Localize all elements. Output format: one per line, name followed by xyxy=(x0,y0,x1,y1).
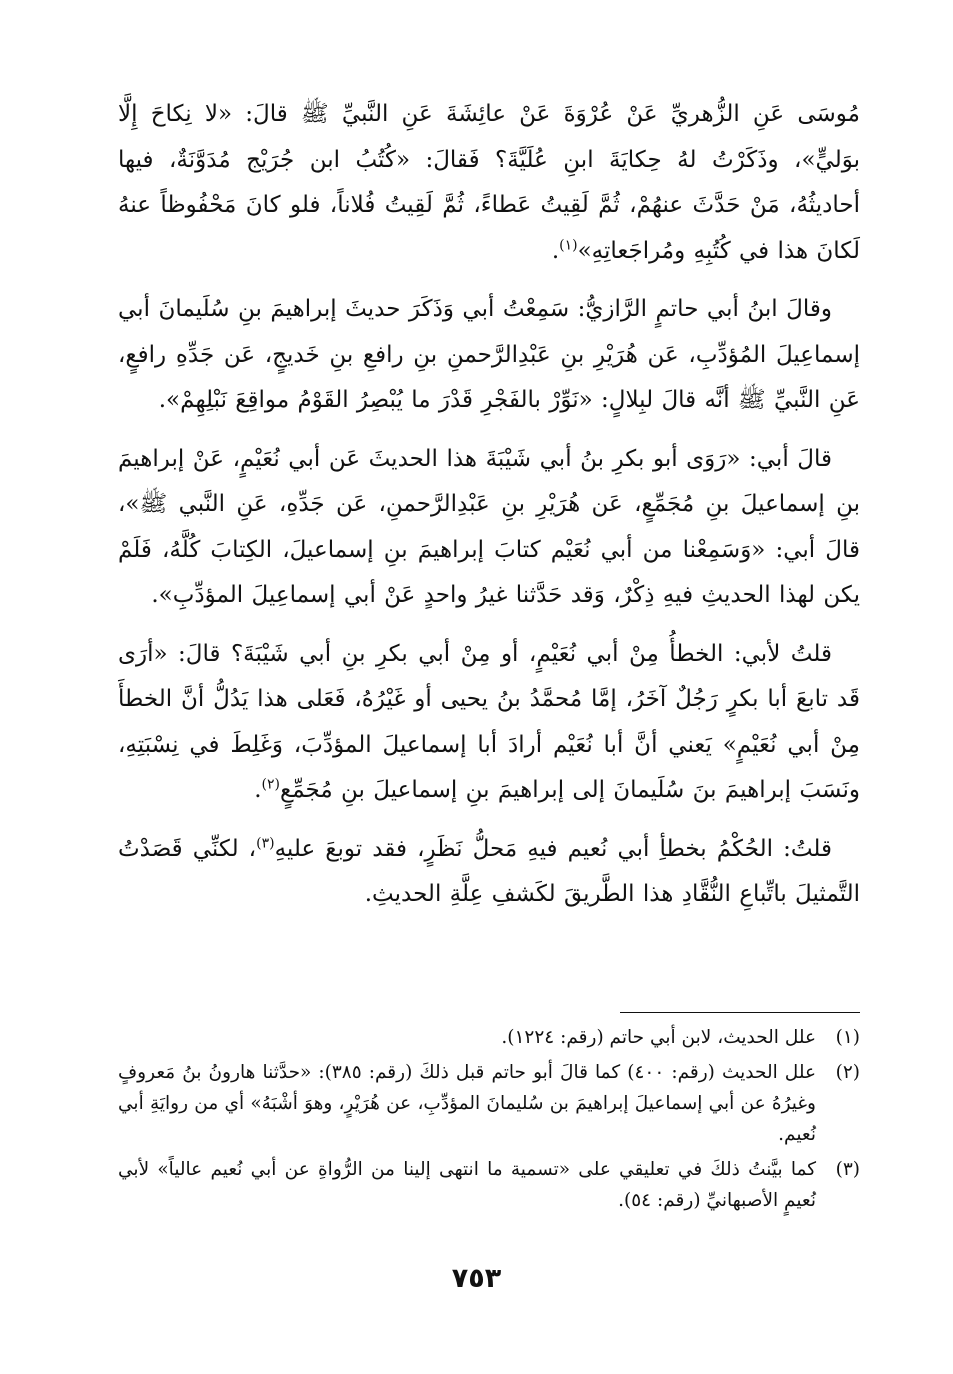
footnote-number: (٢) xyxy=(835,1062,860,1083)
footnote-number: (٣) xyxy=(835,1159,860,1180)
paragraph-text: وقالَ ابنُ أبي حاتمٍ الرَّازيُّ: سَمِعْتُ أبي وَذَكَرَ حديثَ إبراهيمَ بنِ سُلَيمانَ أبي إسماعِيلَ المُؤدِّبِ، عَن هُرَيْرِ بنِ عَبْدِالرَّحمنِ بنِ رافعِ بنِ خَديجٍ، عَن جَدِّهِ رافعٍ، عَنِ النَّبيِّ ﷺ أنَّه قالَ لبِلالٍ: «نَوِّرْ بالفَجْرِ قَدْرَ ما يُبْصِرُ القَوْمُ مواقِعَ نَبْلِهِمْ». xyxy=(118,296,860,413)
paragraph-tail: . xyxy=(254,777,262,803)
paragraph-text: قلتُ: الحُكْمُ بخطأِ أبي نُعيم فيهِ مَحلُّ نَظَرٍ، فقد توبعَ عليهِ xyxy=(274,835,833,862)
footnote-number: (١) xyxy=(835,1027,860,1048)
paragraph-text: قلتُ لأبي: الخطأُ مِنْ أبي نُعَيْمٍ، أو مِنْ أبي بكرِ بنِ أبي شَيْبَةَ؟ قالَ: «أرَى قَد تابعَ أبا بكرٍ رَجُلٌ آخَرُ، إمَّا مُحمَّدُ بنُ يحيى أو غَيْرُهُ، فَعَلى هذا يَدُلُّ أنَّ الخطأَ مِنْ أبي نُعَيْمٍ» يَعني أنَّ أبا نُعَيْم أرادَ أبا إسماعيلَ المؤدِّبَ، وَغَلِطَ في نِسْبَتِهِ، ونَسَبَ إبراهيمَ بنَ سُلَيمانَ إلى إبراهيمَ بنِ إسماعيلَ بنِ مُجَمِّعٍ xyxy=(118,640,860,803)
footnotes xyxy=(118,1022,860,1220)
paragraph-5 xyxy=(118,827,860,918)
paragraph-tail: ، لكنِّي قَصَدْتُ التَّمثيلَ باتِّباعِ النُّقَّادِ هذا الطَّريقَ لكَشفِ عِلَّةِ الحديثِ. xyxy=(118,835,860,907)
paragraph-3 xyxy=(118,437,860,619)
footnote-ref: (١) xyxy=(559,236,578,253)
footnote-ref: (٢) xyxy=(261,776,281,793)
footnote-text: علل الحديث، لابن أبي حاتم (رقم: ١٢٢٤). xyxy=(501,1027,816,1048)
paragraph-text: مُوسَى عَنِ الزُّهريِّ عَنْ عُرْوَةَ عَنْ عائِشَةَ عَنِ النَّبيِّ ﷺ قالَ: «لا نِكاحَ إِلَّا بوَليٍّ»، وذَكَرْتُ لهُ حِكايَةَ ابنِ عُلَيَّةَ؟ فَقالَ: «كُتُبُ ابن جُرَيْج مُدَوَّنَةٌ، فيها أحاديثُهُ، مَنْ حَدَّثَ عنهُمْ، ثُمَّ لَقِيتُ عَطاءً، ثُمَّ لَقِيتُ فُلاناً، فلو كانَ مَحْفُوظاً عنهُ لَكانَ هذا في كُتُبِهِ ومُراجَعاتِهِ» xyxy=(118,101,860,264)
footnote-text: علل الحديث (رقم: ٤٠٠) كما قالَ أبو حاتم قبل ذلكَ (رقم: ٣٨٥): «حدَّثنا هارونُ بنُ مَعروفٍ وغيرُهُ عن أبي إسماعيلَ إبراهيمَ بن سُليمانَ المؤدِّبِ، عن هُرَيْرٍ، وهوَ أشْبَهُ» أي من روايَةِ أبي نُعيم. xyxy=(118,1062,816,1145)
footnote-3 xyxy=(118,1154,860,1216)
paragraph-1 xyxy=(118,92,860,274)
footnote-1 xyxy=(118,1022,860,1053)
paragraph-tail: . xyxy=(551,237,560,264)
footnote-ref: (٣) xyxy=(256,834,275,851)
footnote-text: كما بيَّنتُ ذلكَ في تعليقي على «تسمية ما انتهى إلينا من الرُّواةِ عن أبي نُعيم عالياً» لأبي نُعيمٍ الأصبهانيِّ (رقم: ٥٤). xyxy=(118,1159,816,1211)
paragraph-text: قالَ أبي: «رَوَى أبو بكرِ بنُ أبي شَيْبَةَ هذا الحديثَ عَن أبي نُعَيْمٍ، عَنْ إبراهيمَ بنِ إسماعيلَ بنِ مُجَمِّعٍ، عَن هُرَيْرِ بنِ عَبْدِالرَّحمنِ، عَن جَدِّهِ، عَنِ النَّبي ﷺ»، قالَ أبي: «وَسَمِعْنا من أبي نُعَيْم كتابَ إبراهيمَ بنِ إسماعيلَ، الكِتابَ كُلَّهُ، فَلَمْ يكن لهذا الحديثِ فيهِ ذِكْرٌ، وَقد حَدَّثنا غيرُ واحدٍ عَنْ أبي إسماعِيلَ المؤدِّبِ». xyxy=(118,445,860,608)
main-text xyxy=(118,92,860,931)
page-number: ٧٥٣ xyxy=(451,1263,502,1294)
paragraph-4 xyxy=(118,632,860,814)
footnote-divider xyxy=(620,1012,860,1013)
footnote-2 xyxy=(118,1057,860,1150)
paragraph-2 xyxy=(118,287,860,424)
